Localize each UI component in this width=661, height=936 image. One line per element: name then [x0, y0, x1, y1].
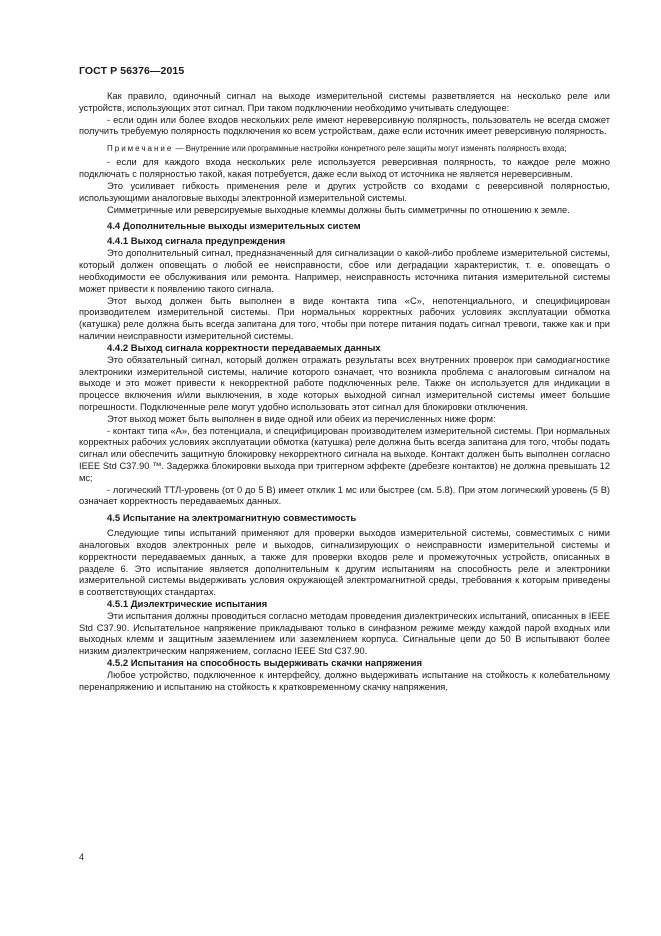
paragraph: Любое устройство, подключенное к интерфейсу, должно выдерживать испытание на стойкость к колебательному перенапряжению и испытанию на стойкость к кратковременному скачку напряжения,	[79, 670, 610, 692]
paragraph: Это дополнительный сигнал, предназначенный для сигнализации о какой-либо проблеме измерительной системы, который должен оповещать о любой ее неисправности, сбое или деградации характеристик, т. е. оповещать о необходимости ее обслуживания или ремонта. Например, неисправность источника питания измерительной системы может привести к появлению такого сигнала.	[79, 248, 610, 294]
list-item: - логический ТТЛ-уровень (от 0 до 5 В) имеет отклик 1 мс или быстрее (см. 5.8). При этом логический уровень (5 В) означает корректность передаваемых данных.	[79, 484, 610, 507]
paragraph: Этот выход должен быть выполнен в виде контакта типа «С», непотенциального, и специфицирован производителем измерительной системы. При нормальных корректных рабочих условиях эксплуатации обмотка (катушка) реле должна быть всегда запитана для того, чтобы при потере питания подать сигнал тревоги, также как и при наличии неисправности измерительной системы.	[79, 295, 610, 341]
note-text: — Внутренние или программные настройки конкретного реле защиты могут изменять полярность входа;	[173, 144, 567, 154]
list-item: - если для каждого входа нескольких реле используется реверсивная полярность, то каждое реле можно подключать с полярностью такой, какая потребуется, даже если выход от источника не является нереверсивным.	[79, 157, 610, 180]
section-heading-4-5-1: 4.5.1 Диэлектрические испытания	[107, 598, 268, 610]
paragraph: Следующие типы испытаний применяют для проверки выходов измерительной системы, совместимых с ними аналоговых входов электронных реле и выходов, сигнализирующих о неисправности измерительной системы и корректности передаваемых данных, а также для проверки входов реле и промежуточных устройств, описанных в разделе 6. Это испытание является дополнительным к другим испытаниям на способность реле и электроники измерительной системы выдерживать условия окружающей электромагнитной среды, требования к которым приведены в соответствующих стандартах.	[79, 528, 610, 598]
document-body	[79, 91, 610, 694]
paragraph: Эти испытания должны проводиться согласно методам проведения диэлектрических испытаний, описанных в IEEE Std C37.90. Испытательное напряжение прикладывают только в синфазном режиме между каждой парой входных или выходных клемм и защитным заземлением или заземлением корпуса. Сигнальные цепи до 50 В испытывают более низким диэлектрическим напряжением, согласно IEEE Std C37.90.	[79, 610, 610, 657]
section-heading-4-4-2: 4.4.2 Выход сигнала корректности передаваемых данных	[107, 342, 381, 354]
section-heading-4-4-1: 4.4.1 Выход сигнала предупреждения	[107, 236, 286, 248]
paragraph: Этот выход может быть выполнен в виде одной или обеих из перечисленных ниже форм:	[107, 413, 496, 424]
list-item: - если один или более входов нескольких реле имеют нереверсивную полярность, пользователь не всегда сможет получить требуемую полярность подключения ко всем устройствам, даже если источник имеет реверсивную полярность.	[79, 114, 610, 137]
section-heading-4-4: 4.4 Дополнительные выходы измерительных систем	[107, 221, 361, 233]
paragraph: Это усиливает гибкость применения реле и других устройств со входами с реверсивной полярностью, использующими аналоговые выходы электронной измерительной системы.	[79, 180, 610, 203]
list-item: - контакт типа «А», без потенциала, и специфицирован производителем измерительной системы. При нормальных корректных рабочих условиях эксплуатации обмотка (катушка) реле должна быть всегда запитана для того, чтобы подать сигнал или обеспечить защитную блокировку некорректного сигнала на выходе. Контакт должен быть выполнен согласно IEEE Std C37.90 ™. Задержка блокировки выхода при триггерном эффекте (дребезге контактов) не должна превышать 12 мс;	[79, 425, 610, 483]
paragraph: Это обязательный сигнал, который должен отражать результаты всех внутренних проверок при самодиагностике электроники измерительной системы, наличие которого означает, что возникла проблема с аналоговым сигналом на выходе и это может привести к некорректной работе подключенных реле. Также он используется для индикации в процессе включения и/или выключения, в ходе которых выходной сигнал измерительной системы имеет большие погрешности. Подключенные реле могут удобно использовать этот сигнал для блокировки отключения.	[79, 354, 610, 412]
page-number: 4	[79, 852, 85, 862]
paragraph: Как правило, одиночный сигнал на выходе измерительной системы разветвляется на несколько реле или устройств, использующих этот сигнал. При таком подключении необходимо учитывать следующее:	[79, 91, 610, 113]
note-label: Примечание	[107, 144, 174, 154]
document-header: ГОСТ Р 56376—2015	[79, 65, 185, 77]
paragraph: Симметричные или реверсируемые выходные клеммы должны быть симметричны по отношению к земле.	[107, 204, 570, 215]
note	[79, 144, 610, 154]
section-heading-4-5-2: 4.5.2 Испытания на способность выдерживать скачки напряжения	[107, 658, 423, 670]
section-heading-4-5: 4.5 Испытание на электромагнитную совместимость	[107, 513, 357, 525]
